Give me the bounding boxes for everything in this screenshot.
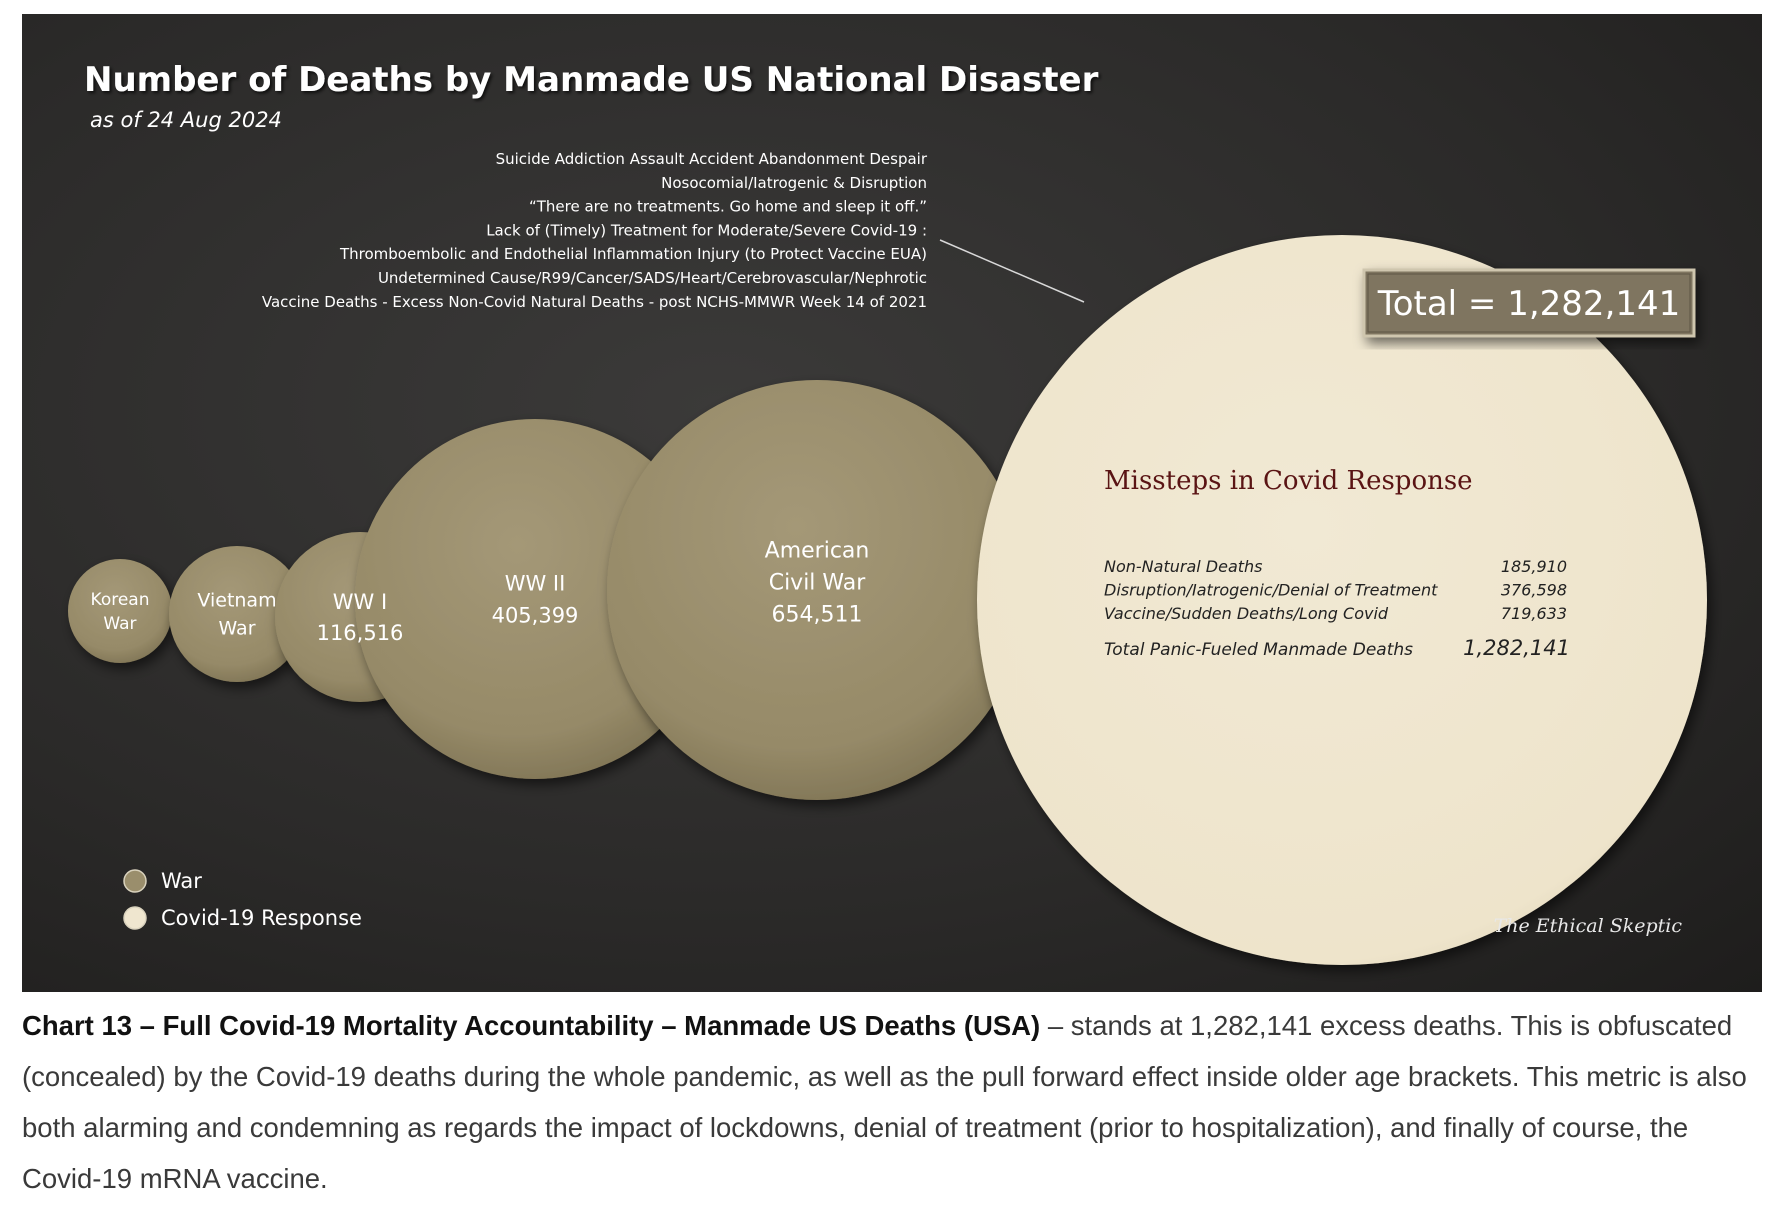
war-bubble xyxy=(68,559,172,663)
annotation-line: Undetermined Cause/R99/Cancer/SADS/Heart/Cerebrovascular/Nephrotic xyxy=(377,269,927,287)
breakdown-total-label: Total Panic-Fueled Manmade Deaths xyxy=(1104,640,1413,660)
chart-title: Number of Deaths by Manmade US National Disaster xyxy=(84,60,1099,100)
legend-swatch xyxy=(124,870,146,892)
bubble-value-label: 405,399 xyxy=(491,603,579,628)
bubble-label: Vietnam xyxy=(197,589,277,612)
bubble-value-label: 116,516 xyxy=(316,620,404,645)
chart-panel xyxy=(22,14,1762,992)
annotation-line: Thromboembolic and Endothelial Inflammation Injury (to Protect Vaccine EUA) xyxy=(339,245,927,264)
chart-caption xyxy=(22,1000,1762,1204)
bubble-label: Korean xyxy=(90,589,150,610)
bubble-label: WW I xyxy=(332,589,388,614)
annotation-line: Vaccine Deaths - Excess Non-Covid Natural Deaths - post NCHS-MMWR Week 14 of 2021 xyxy=(261,292,927,311)
covid-response-bubble xyxy=(977,235,1707,965)
annotation-line: Lack of (Timely) Treatment for Moderate/Severe Covid-19 : xyxy=(486,221,927,240)
annotation-line: “There are no treatments. Go home and sleep it off.” xyxy=(528,197,927,216)
bubble-label: War xyxy=(218,617,256,640)
bubble-value-label: 654,511 xyxy=(771,602,863,628)
breakdown-row-label: Non-Natural Deaths xyxy=(1104,557,1263,576)
bubble-label: American xyxy=(764,538,870,564)
total-label: Total = 1,282,141 xyxy=(1377,284,1681,324)
signature: The Ethical Skeptic xyxy=(1493,915,1682,937)
bubble-chart xyxy=(22,14,1762,992)
breakdown-row-value: 376,598 xyxy=(1500,580,1567,600)
legend-label: War xyxy=(161,869,202,893)
annotation-line: Suicide Addiction Assault Accident Abandonment Despair xyxy=(495,150,927,168)
breakdown-row-label: Disruption/Iatrogenic/Denial of Treatment xyxy=(1104,580,1438,600)
bubble-label: WW II xyxy=(504,571,566,596)
annotation-line: Nosocomial/Iatrogenic & Disruption xyxy=(661,173,927,192)
bubble-label: Civil War xyxy=(768,570,866,596)
bubbles xyxy=(68,235,1707,965)
annotation-text xyxy=(262,150,928,311)
breakdown-row-value: 719,633 xyxy=(1500,604,1567,623)
chart-subtitle: as of 24 Aug 2024 xyxy=(90,108,282,132)
caption-text: – stands at 1,282,141 excess deaths. This is obfuscated (concealed) by the Covid-19 deaths during the whole pandemic, as well as the pull forward effect inside older age brackets. This metric is also both alarming and condemning as regards the impact of lockdowns, denial of treatment (prior to hospitalization), and finally of course, the Covid-19 mRNA vaccine. xyxy=(22,1010,1747,1194)
annotation-leader-line xyxy=(940,240,1084,302)
legend-label: Covid-19 Response xyxy=(161,906,362,930)
breakdown-total-value: 1,282,141 xyxy=(1463,636,1570,660)
breakdown-row-value: 185,910 xyxy=(1500,557,1567,576)
caption-bold: Chart 13 – Full Covid-19 Mortality Accountability – Manmade US Deaths (USA) xyxy=(22,1010,1041,1041)
bubble-label: War xyxy=(103,613,137,634)
legend-swatch xyxy=(124,907,146,929)
total-box xyxy=(1364,270,1694,336)
legend xyxy=(124,869,362,930)
breakdown-title: Missteps in Covid Response xyxy=(1104,466,1473,496)
breakdown-row-label: Vaccine/Sudden Deaths/Long Covid xyxy=(1104,604,1389,623)
